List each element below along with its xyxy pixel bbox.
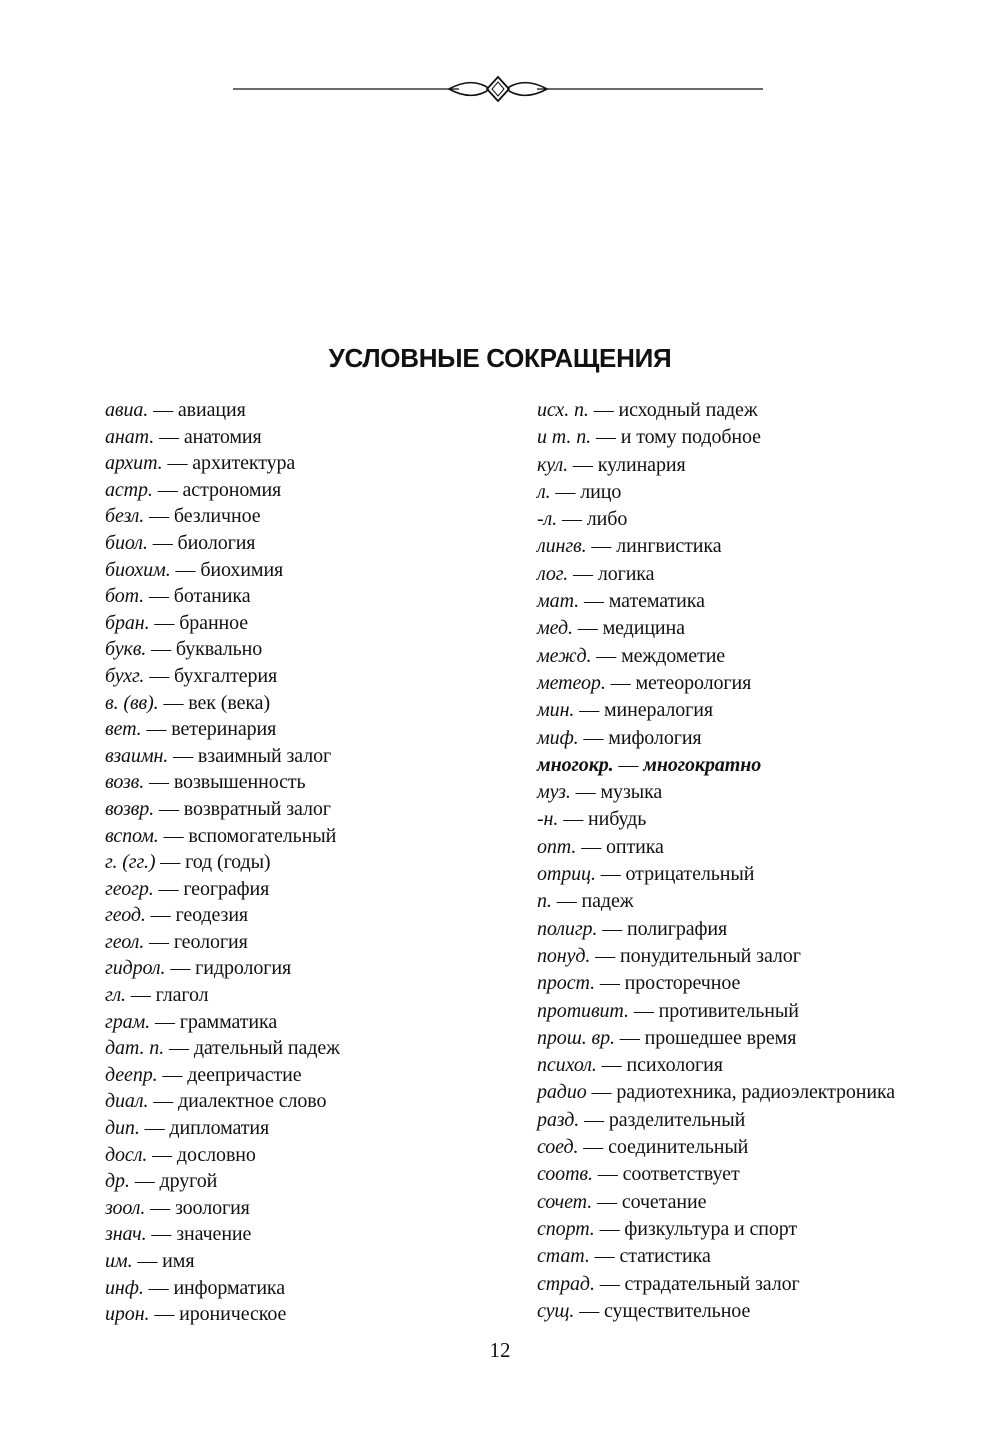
abbreviation-term: зоол. (105, 1196, 146, 1219)
separator-dash: — (550, 480, 581, 503)
separator-dash: — (570, 781, 601, 804)
separator-dash: — (144, 771, 174, 794)
abbreviation-term: дип. (105, 1117, 140, 1140)
abbreviation-entry (105, 982, 340, 1009)
abbreviation-entry (105, 477, 340, 504)
abbreviation-term: прост. (537, 972, 595, 995)
abbreviation-term: возв. (105, 771, 145, 794)
abbreviation-term: метеор. (537, 671, 606, 694)
separator-dash: — (164, 1037, 194, 1060)
abbreviation-entry (105, 796, 340, 823)
separator-dash: — (594, 1272, 625, 1295)
separator-dash: — (158, 691, 189, 714)
abbreviation-meaning: глагол (155, 984, 209, 1007)
abbreviation-entry (105, 424, 340, 451)
separator-dash: — (557, 508, 587, 531)
abbreviation-entry (105, 955, 340, 982)
abbreviation-term: мат. (537, 590, 580, 613)
abbreviation-term: соотв. (537, 1163, 593, 1186)
abbreviation-entry (105, 1195, 340, 1222)
abbreviation-term: соед. (537, 1136, 579, 1159)
abbreviation-entry (537, 424, 895, 451)
abbreviation-entry (537, 806, 895, 833)
abbreviation-term: многокр. (537, 753, 614, 776)
abbreviation-term: возвр. (105, 797, 155, 820)
abbreviation-meaning: архитектура (192, 452, 296, 475)
abbreviation-entry (537, 888, 895, 915)
abbreviation-meaning: диалектное слово (178, 1090, 327, 1113)
separator-dash: — (596, 1054, 627, 1077)
separator-dash: — (148, 1090, 179, 1113)
abbreviation-meaning: биология (177, 531, 256, 554)
abbreviation-meaning: нибудь (588, 808, 647, 831)
separator-dash: — (144, 930, 174, 953)
abbreviation-entry (537, 943, 895, 970)
abbreviation-meaning: мифология (608, 726, 702, 749)
abbreviation-entry (105, 1301, 340, 1328)
abbreviation-meaning: физкультура и спорт (624, 1217, 798, 1240)
abbreviation-meaning: дательный падеж (193, 1037, 340, 1060)
abbreviation-entry (537, 506, 895, 533)
abbreviation-meaning: век (века) (188, 691, 271, 714)
abbreviation-entry (105, 583, 340, 610)
separator-dash: — (152, 478, 183, 501)
separator-dash: — (129, 1170, 160, 1193)
abbreviation-term: знач. (105, 1223, 147, 1246)
abbreviation-entry (105, 450, 340, 477)
abbreviation-term: страд. (537, 1272, 595, 1295)
abbreviation-entry (105, 716, 340, 743)
abbreviation-term: стат. (537, 1245, 590, 1268)
separator-dash: — (597, 917, 628, 940)
separator-dash: — (591, 426, 621, 449)
abbreviation-term: радио (537, 1081, 587, 1104)
abbreviation-term: геогр. (105, 877, 154, 900)
abbreviation-entry (537, 697, 895, 724)
abbreviation-meaning: противительный (658, 999, 799, 1022)
abbreviation-term: муз. (537, 781, 571, 804)
abbreviation-term: -л. (537, 508, 558, 531)
separator-dash: — (591, 644, 622, 667)
abbreviation-meaning: математика (608, 590, 705, 613)
abbreviation-entry (537, 1271, 895, 1298)
separator-dash: — (149, 1303, 180, 1326)
page-title: УСЛОВНЫЕ СОКРАЩЕНИЯ (328, 343, 672, 373)
abbreviation-entry (105, 1115, 340, 1142)
abbreviation-meaning: медицина (602, 617, 685, 640)
abbreviation-term: сочет. (537, 1190, 593, 1213)
abbreviation-meaning: деепричастие (187, 1063, 302, 1086)
abbreviation-meaning: минералогия (604, 699, 713, 722)
abbreviation-entry (105, 929, 340, 956)
abbreviation-meaning: значение (176, 1223, 252, 1246)
abbreviation-meaning: авиация (177, 399, 246, 421)
abbreviation-term: геол. (105, 930, 145, 953)
abbreviation-meaning: ботаника (173, 585, 251, 608)
abbreviation-meaning: возвратный залог (183, 797, 331, 820)
separator-dash: — (614, 1026, 645, 1049)
separator-dash: — (148, 399, 178, 421)
separator-dash: — (574, 699, 604, 722)
abbreviation-entry (537, 861, 895, 888)
abbreviation-entry (105, 1221, 340, 1248)
separator-dash: — (594, 1217, 625, 1240)
abbreviation-entry (537, 1025, 895, 1052)
abbreviation-entry (537, 970, 895, 997)
separator-dash: — (572, 617, 603, 640)
abbreviation-entry (537, 1189, 895, 1216)
abbreviation-meaning: дипломатия (169, 1117, 270, 1140)
separator-dash: — (592, 1163, 623, 1186)
abbreviation-meaning: музыка (600, 781, 663, 804)
page-number: 12 (489, 1338, 511, 1362)
separator-dash: — (551, 890, 582, 913)
abbreviation-term: отриц. (537, 863, 596, 886)
separator-dash: — (595, 863, 626, 886)
abbreviation-entry (105, 1062, 340, 1089)
abbreviation-meaning: бранное (179, 611, 249, 634)
abbreviation-entry (537, 479, 895, 506)
abbreviation-meaning: лицо (580, 480, 622, 503)
abbreviation-meaning: оптика (606, 835, 664, 858)
abbreviation-term: гл. (105, 984, 126, 1007)
abbreviation-term: понуд. (537, 944, 591, 967)
separator-dash: — (168, 744, 198, 767)
separator-dash: — (144, 664, 175, 687)
abbreviation-term: мин. (537, 699, 575, 722)
abbreviation-term: геод. (105, 904, 146, 927)
abbreviation-meaning: вспомогательный (188, 824, 337, 847)
abbreviation-meaning: логика (597, 562, 655, 585)
abbreviation-entry (537, 615, 895, 642)
separator-dash: — (594, 972, 625, 995)
separator-dash: — (158, 824, 189, 847)
separator-dash: — (143, 1276, 174, 1299)
abbreviation-meaning: отрицательный (625, 863, 755, 886)
abbreviation-entry (537, 752, 895, 779)
abbreviation-entry (105, 530, 340, 557)
abbreviation-entry (537, 998, 895, 1025)
abbreviation-term: др. (105, 1170, 130, 1193)
abbreviation-entry (105, 849, 340, 876)
separator-dash: — (165, 957, 196, 980)
separator-dash: — (586, 535, 617, 558)
abbreviation-entry (537, 643, 895, 670)
separator-dash: — (149, 611, 180, 634)
abbreviation-entry (105, 610, 340, 637)
separator-dash: — (578, 1136, 609, 1159)
abbreviation-meaning: информатика (173, 1276, 286, 1299)
abbreviation-meaning: взаимный залог (197, 744, 332, 767)
abbreviation-term: досл. (105, 1143, 148, 1166)
separator-dash: — (146, 1223, 177, 1246)
separator-dash: — (170, 558, 201, 581)
abbreviation-term: бран. (105, 611, 150, 634)
abbreviation-meaning: возвышенность (173, 771, 306, 794)
abbreviation-meaning: прошедшее время (644, 1026, 797, 1049)
abbreviation-term: им. (105, 1250, 133, 1272)
abbreviation-entry (537, 670, 895, 697)
separator-dash: — (146, 638, 176, 661)
separator-dash: — (150, 1010, 180, 1033)
abbreviation-meaning: радиотехника, радиоэлектроника (616, 1081, 896, 1104)
abbreviation-entry (105, 503, 340, 530)
abbreviation-term: вет. (105, 718, 142, 741)
abbreviation-term: гидрол. (105, 957, 166, 980)
abbreviation-term: разд. (537, 1108, 580, 1131)
abbreviation-term: безл. (105, 505, 145, 528)
abbreviation-term: взаимн. (105, 744, 169, 767)
abbreviation-meaning: биохимия (200, 558, 284, 581)
abbreviation-entry (105, 1035, 340, 1062)
separator-dash: — (147, 531, 178, 554)
separator-dash: — (162, 452, 193, 475)
abbreviation-meaning: соответствует (622, 1163, 740, 1186)
abbreviation-list-right (537, 397, 895, 1325)
abbreviation-term: биохим. (105, 558, 171, 581)
abbreviation-term: -н. (537, 808, 559, 831)
separator-dash: — (145, 1196, 175, 1219)
abbreviation-term: дат. п. (105, 1037, 165, 1060)
abbreviation-entry (537, 1134, 895, 1161)
abbreviation-term: мед. (537, 617, 573, 640)
abbreviation-entry (537, 533, 895, 560)
separator-dash: — (145, 904, 176, 927)
separator-dash: — (147, 1143, 177, 1166)
abbreviation-entry (105, 1168, 340, 1195)
abbreviation-entry (537, 452, 895, 479)
abbreviation-entry (537, 397, 895, 424)
abbreviation-meaning: год (годы) (185, 851, 271, 874)
abbreviation-meaning: метеорология (635, 671, 752, 694)
abbreviation-entry (105, 743, 340, 770)
separator-dash: — (589, 1245, 620, 1268)
abbreviation-meaning: страдательный залог (624, 1272, 800, 1295)
separator-dash: — (568, 562, 598, 585)
abbreviation-meaning: астрономия (182, 478, 282, 501)
abbreviation-entry (537, 1107, 895, 1134)
abbreviation-term: полигр. (537, 917, 598, 940)
abbreviation-term: диал. (105, 1090, 149, 1113)
abbreviation-term: психол. (537, 1054, 597, 1077)
separator-dash: — (586, 1081, 617, 1104)
abbreviation-entry (105, 1275, 340, 1302)
abbreviation-term: грам. (105, 1010, 151, 1033)
abbreviation-meaning: статистика (619, 1245, 711, 1268)
abbreviation-entry (537, 1243, 895, 1270)
abbreviation-meaning: анатомия (183, 425, 262, 448)
abbreviation-meaning: кулинария (597, 453, 686, 476)
abbreviation-meaning: бухгалтерия (174, 664, 278, 687)
abbreviation-meaning: безличное (173, 505, 261, 528)
abbreviation-entry (105, 1009, 340, 1036)
diamond-flourish-rule-icon (233, 72, 763, 106)
separator-dash: — (153, 877, 184, 900)
separator-dash: — (576, 835, 606, 858)
abbreviation-entry (537, 561, 895, 588)
separator-dash: — (579, 590, 609, 613)
abbreviation-entry (105, 636, 340, 663)
abbreviation-entry (537, 725, 895, 752)
abbreviation-meaning: полиграфия (627, 917, 728, 940)
abbreviation-entry (105, 1088, 340, 1115)
abbreviation-meaning: междометие (621, 644, 726, 667)
abbreviation-entry (105, 1142, 340, 1169)
abbreviation-entry (537, 588, 895, 615)
separator-dash: — (144, 505, 174, 528)
abbreviation-meaning: другой (159, 1170, 218, 1193)
abbreviation-meaning: многократно (643, 753, 762, 776)
abbreviation-meaning: либо (586, 508, 628, 531)
separator-dash: — (579, 1108, 609, 1131)
abbreviation-term: миф. (537, 726, 579, 749)
abbreviation-term: биол. (105, 531, 148, 554)
abbreviation-meaning: сочетание (621, 1190, 707, 1213)
abbreviation-term: ирон. (105, 1303, 150, 1326)
abbreviation-term: букв. (105, 638, 147, 661)
abbreviation-entry (537, 1161, 895, 1188)
separator-dash: — (139, 1117, 170, 1140)
separator-dash: — (590, 944, 620, 967)
abbreviation-term: анат. (105, 425, 155, 448)
abbreviation-term: бухг. (105, 664, 145, 687)
abbreviation-term: кул. (537, 453, 569, 476)
abbreviation-meaning: существительное (604, 1299, 751, 1322)
abbreviation-entry (537, 1079, 895, 1106)
separator-dash: — (132, 1250, 163, 1272)
abbreviation-term: в. (вв). (105, 691, 159, 714)
abbreviation-meaning: гидрология (195, 957, 292, 980)
abbreviation-meaning: грамматика (179, 1010, 278, 1033)
separator-dash: — (592, 1190, 622, 1213)
abbreviation-entry (105, 823, 340, 850)
abbreviation-meaning: геодезия (175, 904, 249, 927)
abbreviation-term: вспом. (105, 824, 159, 847)
abbreviation-term: лингв. (537, 535, 587, 558)
abbreviation-term: спорт. (537, 1217, 595, 1240)
separator-dash: — (144, 585, 174, 608)
abbreviation-meaning: разделительный (608, 1108, 746, 1131)
abbreviation-meaning: зоология (174, 1196, 250, 1219)
separator-dash: — (558, 808, 588, 831)
abbreviation-term: архит. (105, 452, 163, 475)
abbreviation-term: л. (537, 480, 551, 503)
abbreviation-entry (537, 779, 895, 806)
separator-dash: — (157, 1063, 188, 1086)
abbreviation-entry (537, 1216, 895, 1243)
abbreviation-meaning: геология (173, 930, 248, 953)
abbreviation-term: противит. (537, 999, 629, 1022)
abbreviation-term: опт. (537, 835, 577, 858)
abbreviation-meaning: просторечное (624, 972, 741, 995)
abbreviation-entry (105, 663, 340, 690)
abbreviation-term: п. (537, 890, 552, 913)
separator-dash: — (141, 718, 172, 741)
abbreviation-entry (537, 834, 895, 861)
abbreviation-list-left (105, 397, 340, 1328)
abbreviation-meaning: падеж (581, 890, 634, 913)
separator-dash: — (154, 797, 184, 820)
abbreviation-term: астр. (105, 478, 153, 501)
separator-dash: — (155, 851, 186, 874)
abbreviation-term: лог. (537, 562, 569, 585)
abbreviation-term: инф. (105, 1276, 144, 1299)
abbreviation-entry (537, 1298, 895, 1325)
abbreviation-term: исх. п. (537, 399, 589, 421)
abbreviation-meaning: понудительный залог (619, 944, 801, 967)
abbreviation-entry (105, 902, 340, 929)
abbreviation-entry (105, 690, 340, 717)
separator-dash: — (154, 425, 184, 448)
separator-dash: — (588, 399, 619, 421)
separator-dash: — (125, 984, 156, 1007)
abbreviation-meaning: психология (626, 1054, 723, 1077)
abbreviation-meaning: лингвистика (616, 535, 722, 558)
abbreviation-meaning: ироническое (179, 1303, 287, 1326)
abbreviation-term: и т. п. (537, 426, 591, 449)
abbreviation-term: авиа. (105, 399, 149, 421)
abbreviation-entry (537, 1052, 895, 1079)
abbreviation-entry (105, 397, 340, 424)
abbreviation-meaning: дословно (176, 1143, 256, 1166)
abbreviation-meaning: буквально (175, 638, 263, 661)
abbreviation-meaning: имя (162, 1250, 195, 1272)
abbreviation-term: сущ. (537, 1299, 575, 1322)
abbreviation-meaning: соединительный (608, 1136, 749, 1159)
abbreviation-entry (105, 1248, 340, 1275)
abbreviation-meaning: география (183, 877, 270, 900)
separator-dash: — (613, 753, 644, 776)
abbreviation-meaning: ветеринария (171, 718, 277, 741)
separator-dash: — (574, 1299, 605, 1322)
abbreviation-meaning: исходный падеж (618, 399, 758, 421)
abbreviation-entry (537, 916, 895, 943)
separator-dash: — (628, 999, 659, 1022)
abbreviation-meaning: и тому подобное (620, 426, 761, 449)
abbreviation-entry (105, 557, 340, 584)
separator-dash: — (578, 726, 609, 749)
abbreviation-entry (105, 769, 340, 796)
separator-dash: — (605, 671, 636, 694)
abbreviation-entry (105, 876, 340, 903)
abbreviation-term: деепр. (105, 1063, 158, 1086)
abbreviation-term: бот. (105, 585, 145, 608)
abbreviation-term: г. (гг.) (105, 851, 156, 874)
abbreviation-term: прош. вр. (537, 1026, 615, 1049)
abbreviation-term: межд. (537, 644, 592, 667)
separator-dash: — (568, 453, 598, 476)
